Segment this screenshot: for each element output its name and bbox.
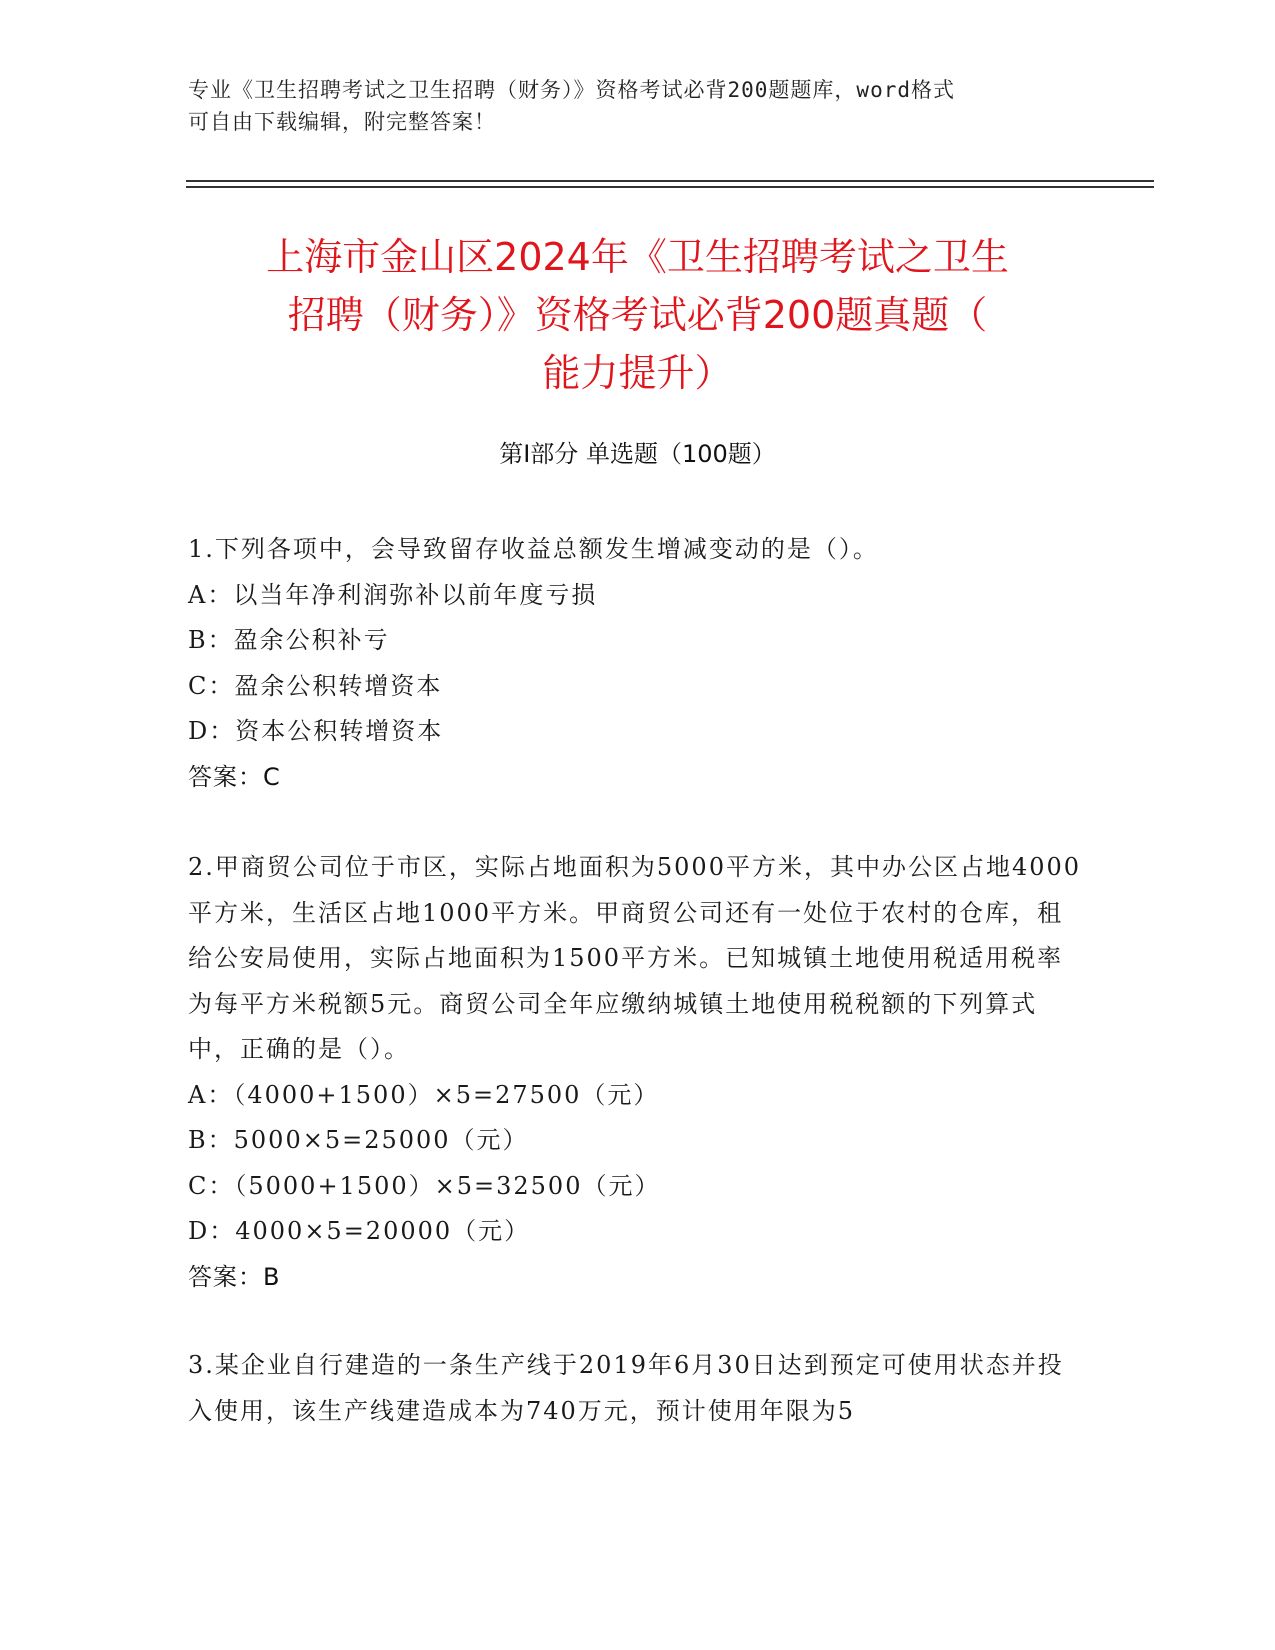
- header-note-line-1: 专业《卫生招聘考试之卫生招聘（财务）》资格考试必背200题题库，word格式: [188, 78, 955, 102]
- header-divider-top: [186, 180, 1154, 182]
- question-stem: 1.下列各项中，会导致留存收益总额发生增减变动的是（）。: [188, 535, 879, 563]
- question-3: [188, 1343, 1088, 1434]
- question-stem: 3.某企业自行建造的一条生产线于2019年6月30日达到预定可使用状态并投入使用，该生产线建造成本为740万元，预计使用年限为5: [188, 1351, 1064, 1425]
- header-divider-bottom: [186, 186, 1154, 188]
- document-header-note: [188, 74, 1088, 138]
- option-b: B：盈余公积补亏: [188, 626, 390, 654]
- option-a: A：以当年净利润弥补以前年度亏损: [188, 580, 598, 609]
- title-line-3: 能力提升）: [542, 351, 733, 395]
- title-line-1: 上海市金山区2024年《卫生招聘考试之卫生: [266, 235, 1009, 279]
- document-title: [160, 228, 1115, 402]
- option-a: A：（4000+1500）×5=27500（元）: [188, 1080, 660, 1109]
- question-2: [188, 845, 1088, 1300]
- answer: 答案：C: [188, 762, 281, 791]
- title-line-2: 招聘（财务）》资格考试必背200题真题（: [287, 293, 988, 337]
- header-note-line-2: 可自由下载编辑，附完整答案！: [188, 110, 496, 134]
- section-heading: 第I部分 单选题（100题）: [499, 440, 776, 468]
- option-b: B：5000×5=25000（元）: [188, 1126, 529, 1154]
- option-c: C：（5000+1500）×5=32500（元）: [188, 1171, 661, 1200]
- option-c: C：盈余公积转增资本: [188, 671, 443, 700]
- option-d: D：资本公积转增资本: [188, 717, 444, 745]
- option-d: D：4000×5=20000（元）: [188, 1217, 531, 1245]
- answer: 答案：B: [188, 1262, 281, 1291]
- question-stem: 2.甲商贸公司位于市区，实际占地面积为5000平方米，其中办公区占地4000平方米，生活区占地1000平方米。甲商贸公司还有一处位于农村的仓库，租给公安局使用，实际占地面积为1500平方米。已知城镇土地使用税适用税率为每平方米税额5元。商贸公司全年应缴纳城镇土地使用税税额的下列算式中，正确的是（）。: [188, 853, 1082, 1063]
- question-1: [188, 527, 1088, 800]
